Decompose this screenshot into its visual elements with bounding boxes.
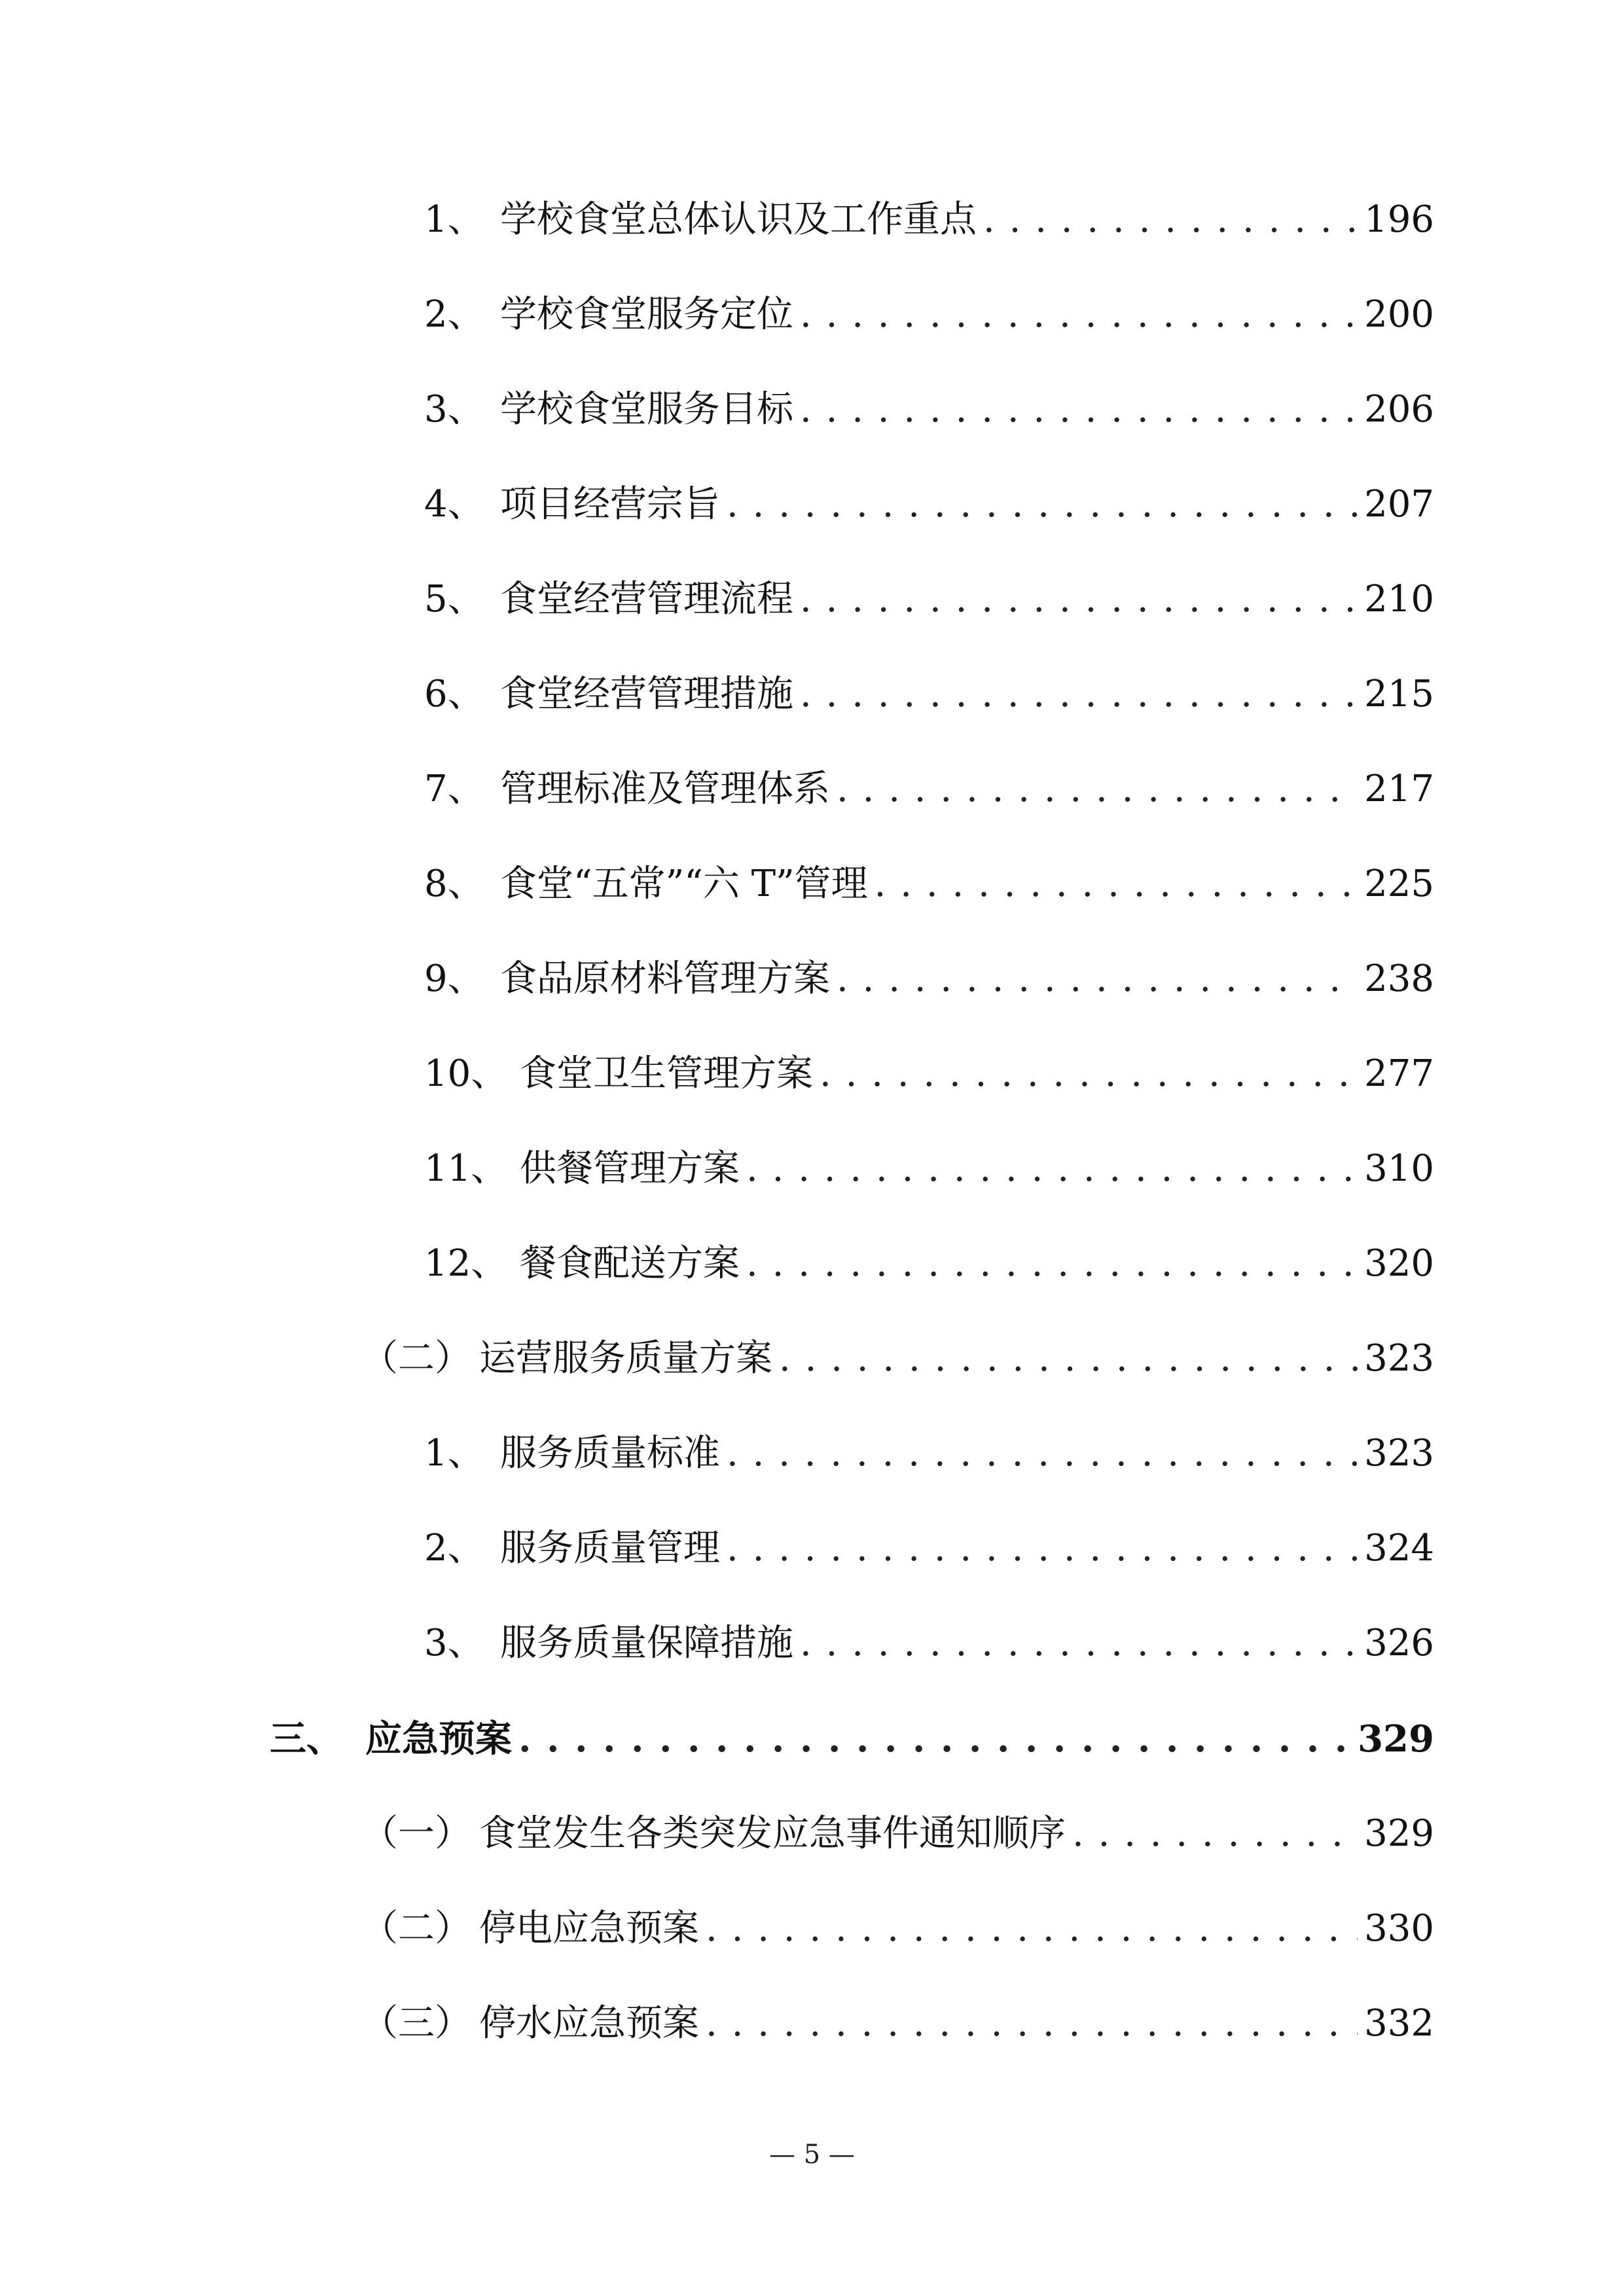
toc-entry-title: 学校食堂总体认识及工作重点 bbox=[500, 198, 977, 241]
toc-entry[interactable] bbox=[424, 858, 1434, 910]
toc-entry-title: 食堂卫生管理方案 bbox=[520, 1052, 813, 1095]
toc-entry-section[interactable] bbox=[270, 1713, 1434, 1765]
toc-entry-title: 食堂“五常”“六 T”管理 bbox=[500, 863, 868, 905]
toc-entry-title: 管理标准及管理体系 bbox=[500, 768, 830, 810]
toc-entry-title: 运营服务质量方案 bbox=[479, 1337, 772, 1380]
toc-entry[interactable] bbox=[424, 1427, 1434, 1480]
toc-entry-number: （二） bbox=[361, 1337, 471, 1380]
toc-entry-page: 332 bbox=[1364, 2002, 1434, 2045]
page-footer-number: — 5 — bbox=[769, 2140, 855, 2170]
toc-entry[interactable] bbox=[424, 953, 1434, 1005]
toc-entry-title: 服务质量标准 bbox=[500, 1432, 720, 1475]
toc-entry[interactable] bbox=[424, 668, 1434, 721]
toc-entry-page: 225 bbox=[1364, 863, 1434, 905]
toc-entry-number: 11、 bbox=[424, 1147, 508, 1190]
dot-leader bbox=[820, 1048, 1358, 1100]
toc-entry[interactable] bbox=[424, 289, 1434, 341]
toc-entry-number: 3、 bbox=[424, 388, 484, 431]
toc-entry[interactable] bbox=[424, 478, 1434, 531]
toc-entry-page: 210 bbox=[1364, 578, 1434, 620]
toc-entry-number: 三、 bbox=[270, 1717, 343, 1761]
dot-leader bbox=[875, 858, 1358, 910]
toc-entry[interactable] bbox=[424, 194, 1434, 246]
dot-leader bbox=[518, 1713, 1351, 1765]
toc-entry-page: 323 bbox=[1364, 1432, 1434, 1475]
toc-entry-title: 食堂经营管理措施 bbox=[500, 673, 793, 715]
dot-leader bbox=[837, 953, 1358, 1005]
toc-entry-number: 10、 bbox=[424, 1052, 508, 1095]
toc-entry-page: 196 bbox=[1364, 198, 1434, 241]
toc-entry-number: 12、 bbox=[424, 1242, 508, 1285]
toc-entry-page: 200 bbox=[1364, 293, 1434, 336]
toc-entry-number: 9、 bbox=[424, 958, 484, 1000]
toc-entry-page: 207 bbox=[1364, 483, 1434, 526]
toc-entry-number: 4、 bbox=[424, 483, 484, 526]
toc-entry-page: 238 bbox=[1364, 958, 1434, 1000]
toc-entry-page: 206 bbox=[1364, 388, 1434, 431]
dot-leader bbox=[800, 573, 1358, 626]
toc-entry-number: 2、 bbox=[424, 1527, 484, 1570]
toc-entry[interactable] bbox=[424, 763, 1434, 816]
dot-leader bbox=[727, 478, 1358, 531]
dot-leader bbox=[727, 1522, 1358, 1575]
toc-entry-number: 2、 bbox=[424, 293, 484, 336]
toc-entry-page: 217 bbox=[1364, 768, 1434, 810]
toc-entry[interactable] bbox=[424, 1238, 1434, 1290]
toc-entry-title: 服务质量管理 bbox=[500, 1527, 720, 1570]
toc-entry-page: 326 bbox=[1364, 1622, 1434, 1664]
dot-leader bbox=[746, 1238, 1358, 1290]
toc-entry-page: 277 bbox=[1364, 1052, 1434, 1095]
dot-leader bbox=[800, 384, 1358, 436]
toc-entry-title: 学校食堂服务目标 bbox=[500, 388, 793, 431]
toc-entry-page: 329 bbox=[1364, 1812, 1434, 1855]
toc-entry-title: 供餐管理方案 bbox=[520, 1147, 740, 1190]
dot-leader bbox=[779, 1333, 1358, 1385]
toc-entry-title: 食堂发生各类突发应急事件通知顺序 bbox=[479, 1812, 1066, 1855]
toc-entry[interactable] bbox=[361, 1808, 1434, 1860]
dot-leader bbox=[727, 1427, 1358, 1480]
toc-entry-page: 324 bbox=[1364, 1527, 1434, 1570]
toc-entry[interactable] bbox=[361, 1903, 1434, 1955]
toc-entry-number: 1、 bbox=[424, 1432, 484, 1475]
toc-entry-page: 215 bbox=[1364, 673, 1434, 715]
toc-entry-number: 8、 bbox=[424, 863, 484, 905]
toc-entry-title: 服务质量保障措施 bbox=[500, 1622, 793, 1664]
toc-entry-title: 应急预案 bbox=[365, 1717, 512, 1761]
toc-entry[interactable] bbox=[424, 1617, 1434, 1670]
toc-entry-title: 项目经营宗旨 bbox=[500, 483, 720, 526]
toc-entry-number: 7、 bbox=[424, 768, 484, 810]
toc-entry[interactable] bbox=[424, 1048, 1434, 1100]
dot-leader bbox=[706, 1998, 1358, 2050]
dot-leader bbox=[800, 289, 1358, 341]
toc-entry[interactable] bbox=[361, 1333, 1434, 1385]
dot-leader bbox=[746, 1143, 1358, 1195]
toc-entry-page: 320 bbox=[1364, 1242, 1434, 1285]
toc-entry-title: 停电应急预案 bbox=[479, 1907, 699, 1950]
toc-entry-title: 食堂经营管理流程 bbox=[500, 578, 793, 620]
toc-entry-title: 学校食堂服务定位 bbox=[500, 293, 793, 336]
toc-entry-title: 食品原材料管理方案 bbox=[500, 958, 830, 1000]
toc-entry[interactable] bbox=[424, 384, 1434, 436]
toc-entry[interactable] bbox=[424, 1143, 1434, 1195]
toc-entry-page: 330 bbox=[1364, 1907, 1434, 1950]
toc-entry-page: 323 bbox=[1364, 1337, 1434, 1380]
toc-entry-title: 停水应急预案 bbox=[479, 2002, 699, 2045]
toc-entry-number: （三） bbox=[361, 2002, 471, 2045]
toc-entry-title: 餐食配送方案 bbox=[520, 1242, 740, 1285]
toc-entry-number: 6、 bbox=[424, 673, 484, 715]
dot-leader bbox=[706, 1903, 1358, 1955]
toc-entry[interactable] bbox=[424, 573, 1434, 626]
toc-entry-number: （二） bbox=[361, 1907, 471, 1950]
toc-entry-page: 329 bbox=[1358, 1717, 1434, 1761]
dot-leader bbox=[983, 194, 1358, 246]
toc-entry-number: 5、 bbox=[424, 578, 484, 620]
toc-entry-page: 310 bbox=[1364, 1147, 1434, 1190]
dot-leader bbox=[837, 763, 1358, 816]
dot-leader bbox=[800, 1617, 1358, 1670]
toc-entry[interactable] bbox=[361, 1998, 1434, 2050]
dot-leader bbox=[1072, 1808, 1358, 1860]
toc-entry-number: 3、 bbox=[424, 1622, 484, 1664]
toc-entry[interactable] bbox=[424, 1522, 1434, 1575]
dot-leader bbox=[800, 668, 1358, 721]
toc-entry-number: （一） bbox=[361, 1812, 471, 1855]
toc-entry-number: 1、 bbox=[424, 198, 484, 241]
